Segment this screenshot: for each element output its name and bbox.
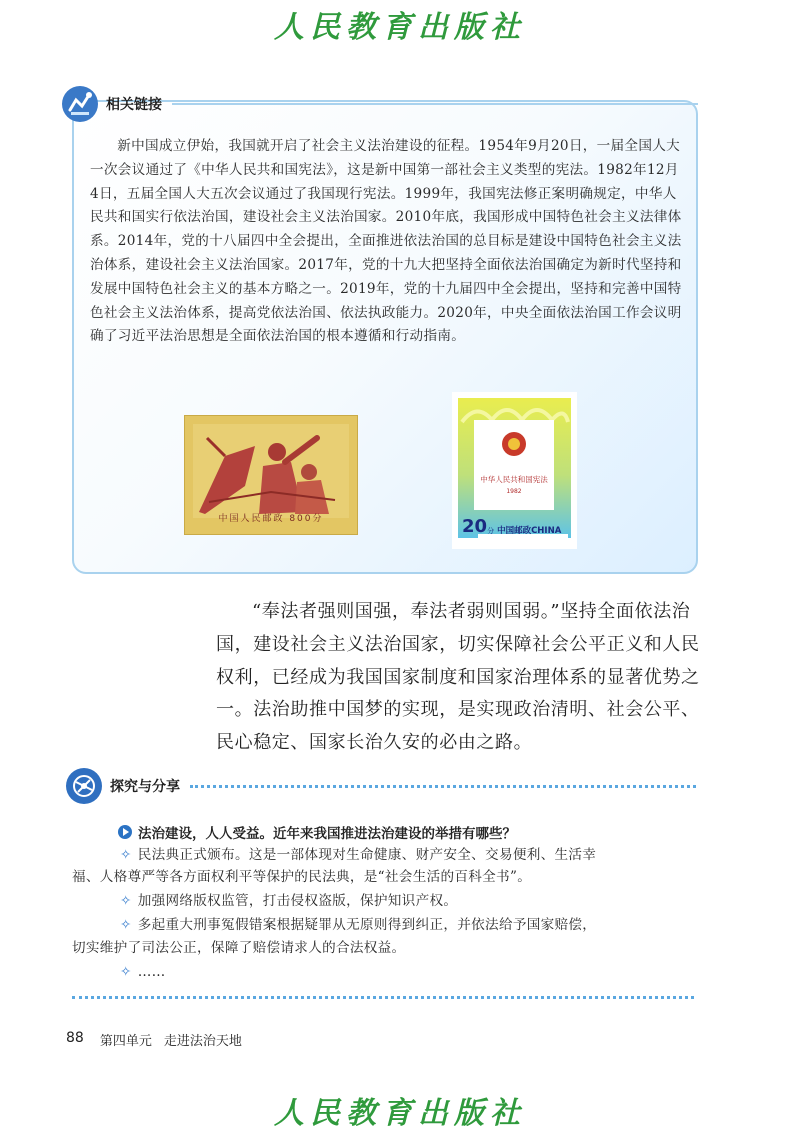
explore-question-text: 法治建设，人人受益。近年来我国推进法治建设的举措有哪些？ [138, 826, 516, 842]
explore-dotted-rule [190, 785, 696, 788]
related-link-rule [172, 103, 698, 105]
explore-item: ✧ 多起重大刑事冤假错案根据疑罪从无原则得到纠正，并依法给予国家赔偿， [120, 917, 597, 933]
stamp-image-revolution [184, 415, 358, 535]
footer-title: 走进法治天地 [163, 1034, 242, 1049]
explore-bottom-rule [72, 996, 694, 999]
diamond-bullet-icon: ✧ [120, 847, 132, 863]
related-link-icon [62, 86, 98, 122]
related-link-header [62, 86, 698, 122]
publisher-logo-top: 人民教育出版社 [274, 10, 526, 45]
diamond-bullet-icon: ✧ [120, 917, 132, 933]
footer-unit: 第四单元 [99, 1034, 152, 1049]
explore-title: 探究与分享 [110, 779, 180, 795]
main-paragraph: “奉法者强则国强，奉法者弱则国弱。”坚持全面依法治国，建设社会主义法治国家，切实保障社会公平正义和人民权利，已经成为我国国家制度和国家治理体系的显著优势之一。法治助推中国梦的实现，是实现政治清明、社会公平、民心稳定、国家长治久安的必由之路。 [216, 601, 700, 754]
explore-item: ✧ …… [120, 964, 166, 980]
related-link-title: 相关链接 [106, 97, 162, 113]
diamond-bullet-icon: ✧ [120, 893, 132, 909]
diamond-bullet-icon: ✧ [120, 964, 132, 980]
explore-item: ✧ 加强网络版权监管，打击侵权盗版，保护知识产权。 [120, 893, 458, 909]
stamp2-unit: 分 [487, 527, 495, 535]
stamp2-country: 中国邮政CHINA [497, 526, 562, 536]
related-link-paragraph: 新中国成立伊始，我国就开启了社会主义法治建设的征程。1954年9月20日，一届全国人大一次会议通过了《中华人民共和国宪法》，这是新中国第一部社会主义类型的宪法。1982年12月4日，五届全国人大五次会议通过了我国现行宪法。1999年，我国宪法修正案明确规定，中华人民共和国实行依法治国，建设社会主义法治国家。2010年底，我国形成中国特色社会主义法律体系。2014年，党的十八届四中全会提出，全面推进依法治国的总目标是建设中国特色社会主义法治体系，建设社会主义法治国家。2017年，党的十九大把坚持全面依法治国确定为新时代坚持和发展中国特色社会主义的基本方略之一。2019年，党的十九届四中全会提出，坚持和完善中国特色社会主义法治体系，提高党依法治国、依法执政能力。2020年，中央全面依法治国工作会议明确了习近平法治思想是全面依法治国的根本遵循和行动指南。 [90, 138, 682, 345]
explore-item: ✧ 民法典正式颁布。这是一部体现对生命健康、财产安全、交易便利、生活幸 [120, 847, 597, 863]
explore-question [118, 822, 516, 842]
stamp1-caption: 中国人民邮政 800分 [218, 514, 324, 524]
play-bullet-icon [118, 825, 132, 839]
publisher-logo-bottom: 人民教育出版社 [274, 1096, 526, 1131]
stamp2-year: 1982 [506, 488, 522, 495]
stamp2-title: 中华人民共和国宪法 [480, 475, 548, 484]
explore-header [66, 768, 696, 804]
explore-item-continued: 切实维护了司法公正，保障了赔偿请求人的合法权益。 [72, 940, 406, 956]
explore-item-continued: 福、人格尊严等各方面权利平等保护的民法典，是“社会生活的百科全书”。 [72, 869, 532, 885]
stamp2-value-row [462, 518, 561, 536]
stamp2-value: 20 [462, 516, 488, 537]
page-number: 88 [66, 1030, 84, 1046]
explore-icon [66, 768, 102, 804]
stamp-image-constitution [452, 392, 577, 549]
page-footer [66, 1030, 242, 1049]
